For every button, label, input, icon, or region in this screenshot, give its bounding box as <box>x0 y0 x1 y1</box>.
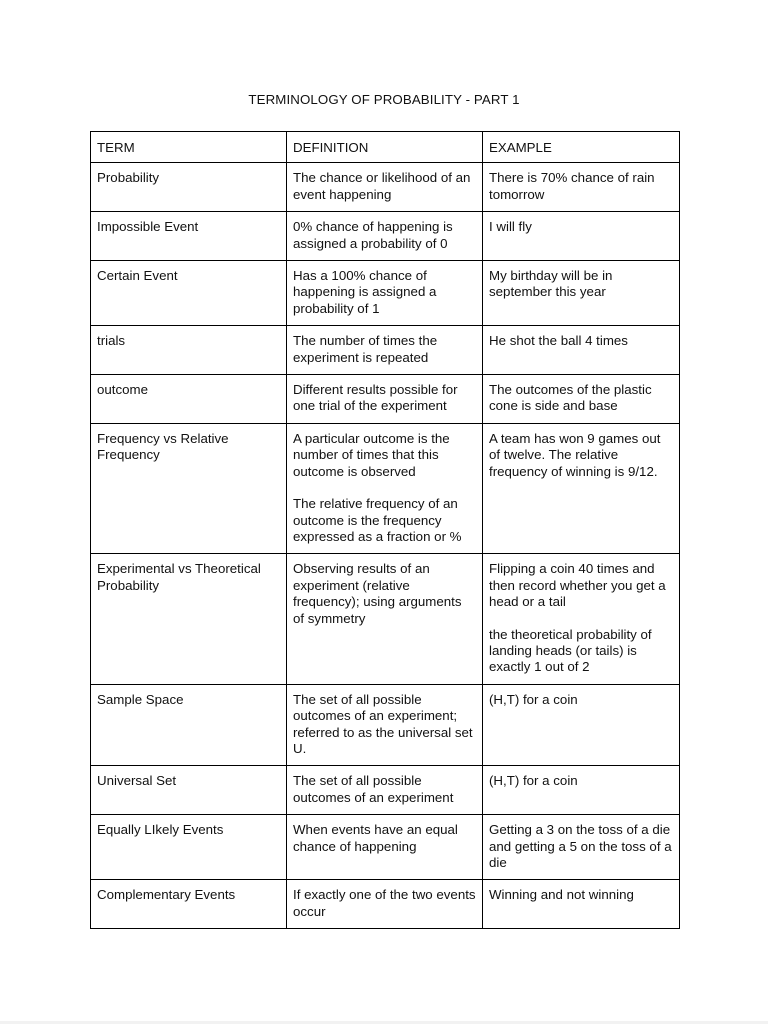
table-row <box>91 375 680 424</box>
terminology-table <box>90 131 680 929</box>
example-cell <box>483 423 680 553</box>
definition-paragraph: A particular outcome is the number of times that this outcome is observed <box>293 430 450 479</box>
term-cell: outcome <box>91 375 287 424</box>
example-paragraph: There is 70% chance of rain tomorrow <box>489 170 655 202</box>
document-title: TERMINOLOGY OF PROBABILITY - PART 1 <box>248 92 520 107</box>
example-cell <box>483 163 680 212</box>
term-cell: trials <box>91 326 287 375</box>
definition-cell <box>287 212 483 261</box>
table-row <box>91 815 680 880</box>
example-cell <box>483 212 680 261</box>
table-row <box>91 423 680 553</box>
table-row <box>91 326 680 375</box>
definition-paragraph: The number of times the experiment is repeated <box>293 333 438 365</box>
table-row <box>91 261 680 326</box>
definition-cell <box>287 880 483 929</box>
term-cell: Equally LIkely Events <box>91 815 287 880</box>
example-paragraph: The outcomes of the plastic cone is side and base <box>489 382 652 414</box>
example-paragraph: I will fly <box>489 219 532 235</box>
table-row <box>91 766 680 815</box>
example-cell <box>483 766 680 815</box>
table-row <box>91 554 680 684</box>
example-cell <box>483 261 680 326</box>
definition-paragraph: If exactly one of the two events occur <box>293 887 476 919</box>
definition-cell <box>287 261 483 326</box>
table-row <box>91 212 680 261</box>
term-cell: Universal Set <box>91 766 287 815</box>
header-example: EXAMPLE <box>483 132 680 163</box>
example-paragraph: Getting a 3 on the toss of a die and getting a 5 on the toss of a die <box>489 822 672 870</box>
example-paragraph: He shot the ball 4 times <box>489 333 628 349</box>
example-cell <box>483 554 680 684</box>
example-paragraph: My birthday will be in september this year <box>489 268 613 300</box>
example-paragraph: Winning and not winning <box>489 887 634 903</box>
definition-cell <box>287 163 483 212</box>
table-body <box>91 163 680 929</box>
table-row <box>91 880 680 929</box>
definition-cell <box>287 326 483 375</box>
definition-paragraph: The relative frequency of an outcome is the frequency expressed as a fraction or % <box>293 496 462 544</box>
term-cell: Sample Space <box>91 684 287 766</box>
example-cell <box>483 375 680 424</box>
example-paragraph: (H,T) for a coin <box>489 773 578 789</box>
definition-paragraph: Has a 100% chance of happening is assigned a probability of 1 <box>293 268 437 316</box>
term-cell: Probability <box>91 163 287 212</box>
example-paragraph: Flipping a coin 40 times and then record whether you get a head or a tail <box>489 561 666 610</box>
definition-paragraph: The set of all possible outcomes of an experiment; referred to as the universal set U. <box>293 691 473 756</box>
definition-cell <box>287 554 483 684</box>
header-term: TERM <box>91 132 287 163</box>
definition-cell <box>287 766 483 815</box>
example-paragraph: (H,T) for a coin <box>489 691 578 707</box>
definition-paragraph: When events have an equal chance of happening <box>293 822 458 854</box>
example-paragraph: the theoretical probability of landing heads (or tails) is exactly 1 out of 2 <box>489 626 652 675</box>
definition-cell <box>287 684 483 766</box>
definition-cell <box>287 423 483 553</box>
header-definition: DEFINITION <box>287 132 483 163</box>
definition-cell <box>287 375 483 424</box>
definition-cell <box>287 815 483 880</box>
example-cell <box>483 815 680 880</box>
example-cell <box>483 684 680 766</box>
term-cell: Complementary Events <box>91 880 287 929</box>
table-row <box>91 163 680 212</box>
example-cell <box>483 880 680 929</box>
definition-paragraph: Different results possible for one trial of the experiment <box>293 382 458 414</box>
definition-paragraph: The set of all possible outcomes of an experiment <box>293 773 454 805</box>
term-cell: Impossible Event <box>91 212 287 261</box>
definition-paragraph: The chance or likelihood of an event happening <box>293 170 471 202</box>
term-cell: Frequency vs Relative Frequency <box>91 423 287 553</box>
definition-paragraph: 0% chance of happening is assigned a probability of 0 <box>293 219 453 251</box>
term-cell: Experimental vs Theoretical Probability <box>91 554 287 684</box>
term-cell: Certain Event <box>91 261 287 326</box>
example-cell <box>483 326 680 375</box>
definition-paragraph: Observing results of an experiment (relative frequency); using arguments of symmetry <box>293 561 462 626</box>
table-row <box>91 684 680 766</box>
table-header <box>91 132 680 163</box>
header-row <box>91 132 680 163</box>
example-paragraph: A team has won 9 games out of twelve. The relative frequency of winning is 9/12. <box>489 430 661 479</box>
